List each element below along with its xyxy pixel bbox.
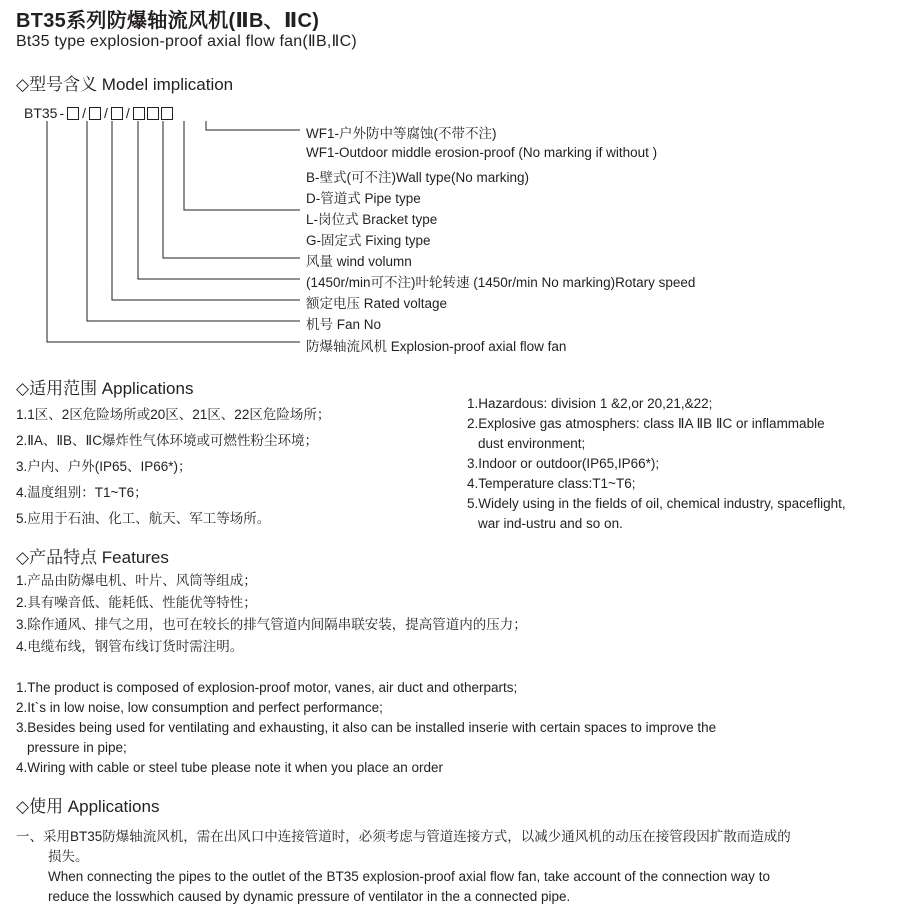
features-en-list [16, 678, 716, 778]
list-item: 2.Explosive gas atmosphers: class ⅡA ⅡB ⅡC or inflammable [467, 416, 825, 431]
leader-line [87, 121, 300, 321]
model-code-slash: / [125, 105, 130, 121]
list-item-continuation: war ind-ustru and so on. [478, 516, 623, 531]
page-title: BT35系列防爆轴流风机(ⅡB、ⅡC) [16, 10, 320, 32]
model-label-wall-type: B-壁式(可不注)Wall type(No marking) [306, 170, 530, 185]
list-item: 2.ⅡA、ⅡB、ⅡC爆炸性气体环境或可燃性粉尘环境； [16, 433, 318, 448]
model-label-wf1-cn: WF1-户外防中等腐蚀(不带不注) [306, 126, 497, 141]
leader-line [206, 121, 300, 130]
model-label-rotary-speed: (1450r/min可不注)叶轮转速 (1450r/min No marking)Rotary speed [306, 275, 696, 290]
model-label-rated-voltage: 额定电压 Rated voltage [306, 296, 448, 311]
list-item: 4.Wiring with cable or steel tube please note it when you place an order [16, 760, 443, 775]
applications-heading: ◇适用范围 Applications [16, 379, 194, 398]
list-item: 3.除作通风、排气之用，也可在较长的排气管道内间隔串联安装，提高管道内的压力； [16, 617, 527, 632]
model-label-fixing-type: G-固定式 Fixing type [306, 233, 431, 248]
list-item-continuation: dust environment; [478, 436, 586, 451]
usage-en-line1: When connecting the pipes to the outlet of the BT35 explosion-proof axial flow fan, take account of the connection way to [48, 869, 770, 884]
list-item: 1.产品由防爆电机、叶片、风筒等组成； [16, 573, 257, 588]
applications-en-list [467, 394, 846, 534]
applications-cn-list [16, 405, 330, 529]
features-cn-list [16, 571, 527, 657]
list-item: 1.Hazardous: division 1 &2,or 20,21,&22; [467, 396, 713, 411]
list-item: 4.电缆布线，钢管布线订货时需注明。 [16, 639, 244, 654]
model-code-slash: / [82, 105, 87, 121]
list-item: 5.应用于石油、化工、航天、军工等场所。 [16, 511, 271, 526]
list-item: 3.Indoor or outdoor(IP65,IP66*); [467, 456, 660, 471]
list-item: 3.户内、户外(IP65、IP66*)； [16, 459, 192, 474]
list-item: 1.The product is composed of explosion-proof motor, vanes, air duct and otherparts; [16, 680, 518, 695]
list-item: 2.具有噪音低、能耗低、性能优等特性； [16, 595, 257, 610]
usage-heading: ◇使用 Applications [16, 797, 160, 816]
model-code-slash: / [104, 105, 108, 121]
list-item: 1.1区、2区危险场所或20区、21区、22区危险场所； [16, 407, 331, 422]
model-label-wf1-en: WF1-Outdoor middle erosion-proof (No marking if without ) [306, 145, 658, 160]
model-label-fan-type: 防爆轴流风机 Explosion-proof axial flow fan [306, 339, 567, 354]
model-code-prefix: BT35 [24, 105, 58, 121]
model-label-pipe-type: D-管道式 Pipe type [306, 191, 421, 206]
list-item: 4.温度组别：T1~T6； [16, 485, 148, 500]
model-label-bracket-type: L-岗位式 Bracket type [306, 212, 438, 227]
usage-cn-line1: 一、采用BT35防爆轴流风机，需在出风口中连接管道时，必须考虑与管道连接方式，以减少通风机的动压在接管段因扩散而造成的 [16, 829, 791, 844]
list-item-continuation: pressure in pipe; [27, 740, 127, 755]
model-code-dash: - [59, 105, 65, 121]
list-item: 4.Temperature class:T1~T6; [467, 476, 636, 491]
features-heading: ◇产品特点 Features [16, 548, 169, 567]
usage-en-line2: reduce the losswhich caused by dynamic pressure of ventilator in the a connected pipe. [48, 889, 571, 904]
leader-line [138, 121, 300, 279]
leader-line [47, 121, 300, 342]
model-label-fan-no: 机号 Fan No [306, 317, 382, 332]
model-heading: ◇型号含义 Model implication [16, 75, 234, 94]
leader-line [184, 121, 300, 210]
page-subtitle: Bt35 type explosion-proof axial flow fan(ⅡB,ⅡC) [16, 33, 357, 50]
list-item: 2.It`s in low noise, low consumption and perfect performance; [16, 700, 383, 715]
list-item: 5.Widely using in the fields of oil, chemical industry, spaceflight, [467, 496, 846, 511]
model-label-wind-volume: 风量 wind volumn [306, 254, 412, 269]
list-item: 3.Besides being used for ventilating and exhausting, it also can be installed inserie with certain spaces to improve the [16, 720, 717, 735]
usage-cn-line2: 损失。 [48, 849, 89, 864]
